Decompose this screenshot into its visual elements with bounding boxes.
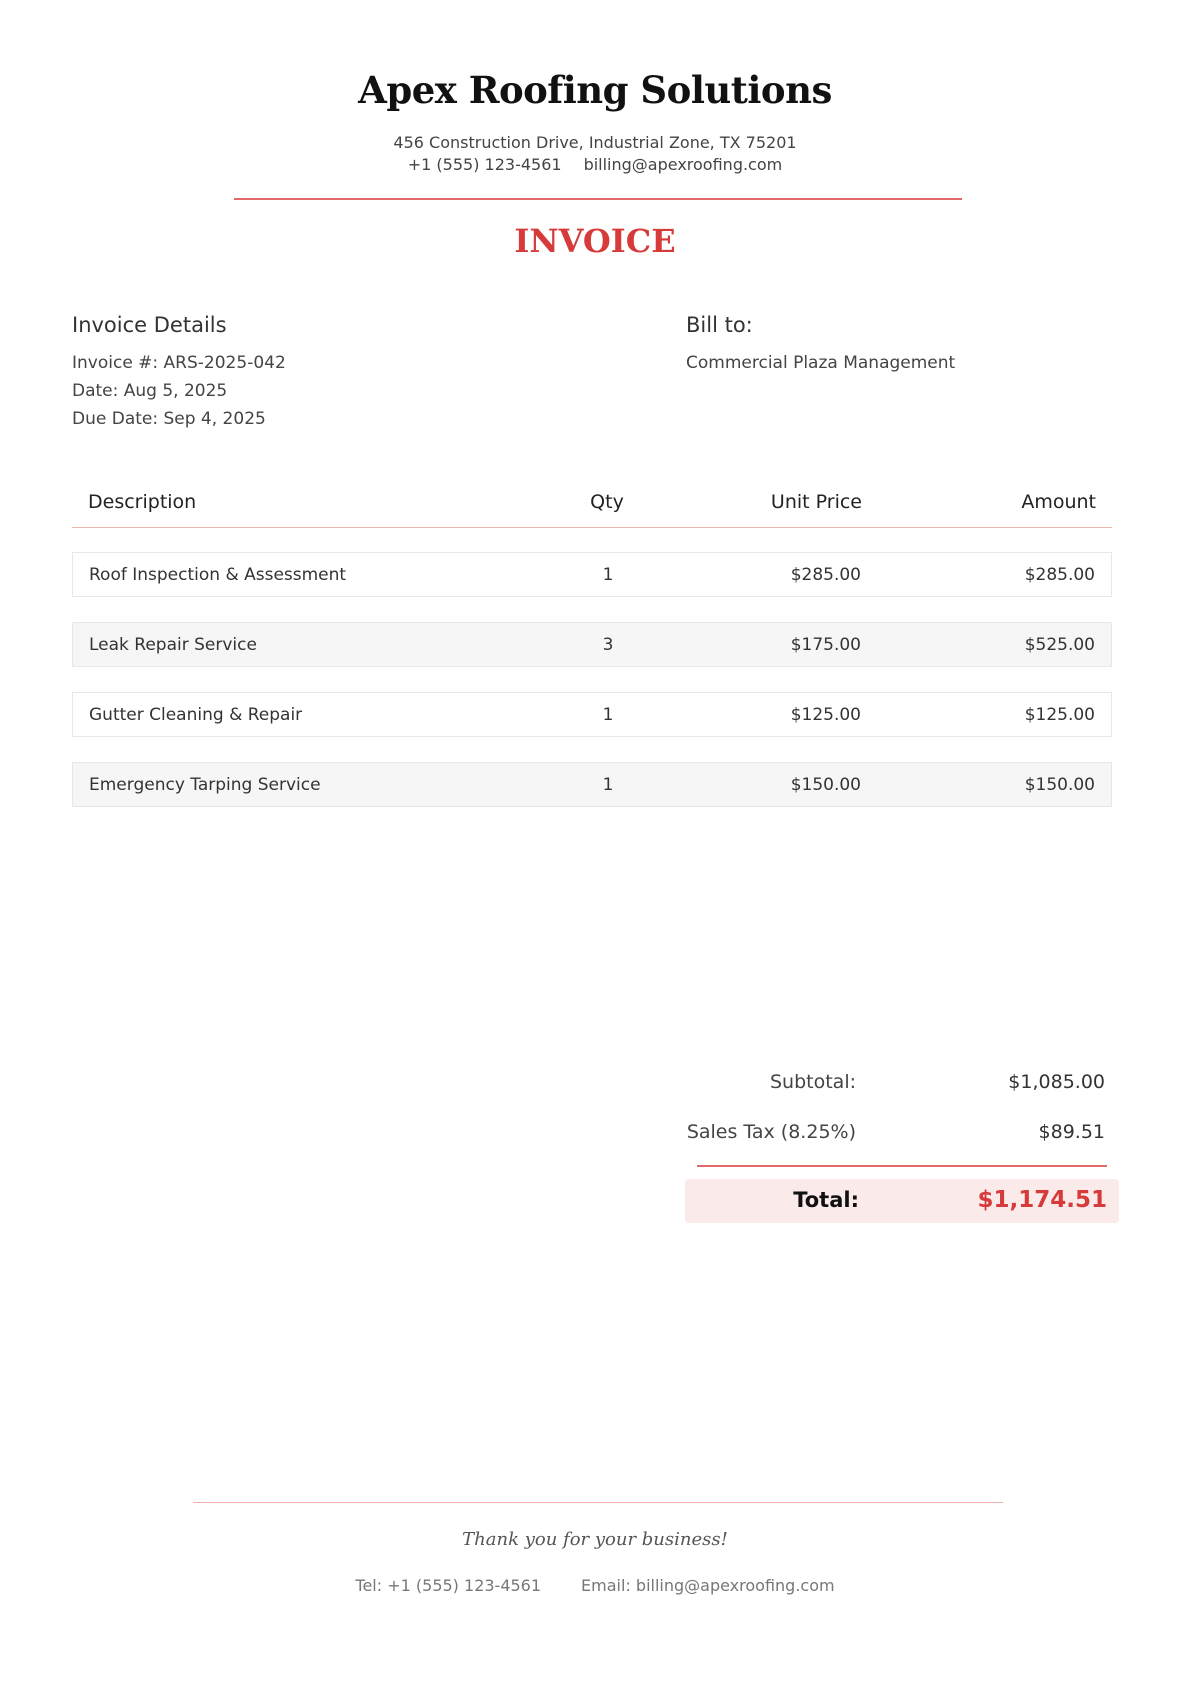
totals-divider [697, 1165, 1107, 1167]
footer-divider [193, 1502, 1003, 1503]
subtotal-label: Subtotal: [769, 1071, 856, 1093]
document-title: INVOICE [514, 222, 676, 260]
row-unit-price: $150.00 [790, 775, 861, 795]
footer-tel: Tel: +1 (555) 123-4561 [355, 1576, 542, 1595]
company-phone: +1 (555) 123-4561 [407, 155, 562, 174]
row-description: Emergency Tarping Service [89, 775, 321, 795]
invoice-number: Invoice #: ARS-2025-042 [72, 353, 286, 373]
tax-value: $89.51 [1038, 1121, 1105, 1143]
row-amount: $285.00 [1024, 565, 1095, 585]
company-address: 456 Construction Drive, Industrial Zone, TX 75201 [393, 133, 797, 152]
row-qty: 1 [602, 775, 614, 795]
table-row [72, 552, 1112, 597]
row-description: Leak Repair Service [89, 635, 257, 655]
row-amount: $525.00 [1024, 635, 1095, 655]
company-contact [0, 155, 1190, 174]
table-row [72, 622, 1112, 667]
row-unit-price: $175.00 [790, 635, 861, 655]
subtotal-value: $1,085.00 [1008, 1071, 1105, 1093]
total-box [685, 1179, 1119, 1223]
bill-to-name: Commercial Plaza Management [686, 353, 956, 373]
header-description: Description [88, 491, 197, 513]
invoice-due-date: Due Date: Sep 4, 2025 [72, 409, 266, 429]
footer-email: Email: billing@apexroofing.com [581, 1576, 835, 1595]
row-description: Gutter Cleaning & Repair [89, 705, 303, 725]
total-value: $1,174.51 [977, 1187, 1107, 1213]
header-unit-price: Unit Price [770, 491, 862, 513]
thank-you-note: Thank you for your business! [462, 1529, 728, 1550]
invoice-details-heading: Invoice Details [72, 313, 227, 337]
table-header [72, 487, 1112, 528]
header-amount: Amount [1021, 491, 1096, 513]
row-amount: $150.00 [1024, 775, 1095, 795]
row-qty: 1 [602, 705, 614, 725]
footer-contact [0, 1576, 1190, 1595]
header-qty: Qty [590, 491, 624, 513]
company-email: billing@apexroofing.com [583, 155, 783, 174]
row-description: Roof Inspection & Assessment [89, 565, 347, 585]
row-qty: 3 [602, 635, 614, 655]
bill-to-heading: Bill to: [686, 313, 753, 337]
row-unit-price: $285.00 [790, 565, 861, 585]
table-row [72, 692, 1112, 737]
tax-label: Sales Tax (8.25%) [686, 1121, 856, 1143]
header-divider [234, 198, 962, 200]
company-name: Apex Roofing Solutions [358, 68, 832, 112]
total-label: Total: [793, 1188, 859, 1212]
row-amount: $125.00 [1024, 705, 1095, 725]
table-row [72, 762, 1112, 807]
row-unit-price: $125.00 [790, 705, 861, 725]
row-qty: 1 [602, 565, 614, 585]
invoice-date: Date: Aug 5, 2025 [72, 381, 228, 401]
